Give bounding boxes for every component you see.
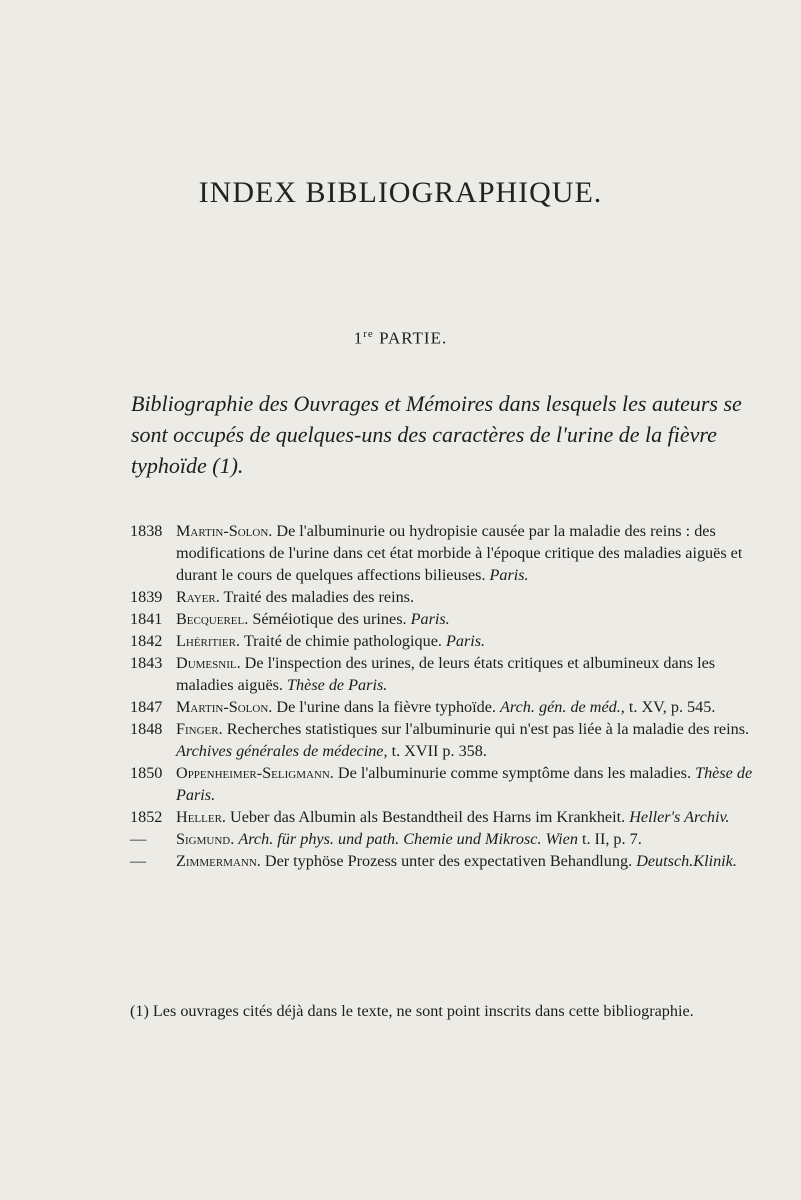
entry-year: 1838 <box>130 522 163 540</box>
entry-year: 1839 <box>130 588 163 606</box>
section-subtitle: Bibliographie des Ouvrages et Mémoires dans lesquels les auteurs se sont occupés de quelques-uns des caractères de l'urine de la fièvre typhoïde (1). <box>131 391 742 478</box>
entry-year: — <box>130 852 147 870</box>
entry-year: — <box>130 830 147 848</box>
bibliography-entry <box>130 586 770 608</box>
entry-year: 1841 <box>130 610 163 628</box>
part-suffix: re <box>363 328 374 340</box>
entry-source: Archives générales de médecine, <box>176 742 388 760</box>
entry-author: Finger. <box>176 720 223 738</box>
bibliography-entry <box>130 806 770 828</box>
entry-year: 1842 <box>130 632 163 650</box>
bibliography-list <box>130 520 770 872</box>
entry-reference: t. XV, p. 545. <box>628 698 716 716</box>
entry-source: Paris. <box>489 566 529 584</box>
bibliography-entry <box>130 718 770 762</box>
entry-year: 1843 <box>130 654 163 672</box>
part-heading <box>0 328 801 349</box>
entry-author: Rayer. <box>176 588 220 606</box>
bibliography-entry <box>130 608 770 630</box>
entry-reference: t. XVII p. 358. <box>391 742 487 760</box>
entry-author: Martin-Solon. <box>176 522 273 540</box>
bibliography-entry <box>130 652 770 696</box>
entry-text: Séméiotique des urines. <box>252 610 407 628</box>
entry-source: Thèse de Paris. <box>287 676 388 694</box>
bibliography-entry <box>130 828 770 850</box>
page-title: INDEX BIBLIOGRAPHIQUE. <box>198 176 603 209</box>
entry-year: 1847 <box>130 698 163 716</box>
part-number: 1 <box>353 328 364 348</box>
entry-text: Traité des maladies des reins. <box>223 588 415 606</box>
entry-source: Thèse de Paris. <box>176 764 753 804</box>
bibliography-entry <box>130 520 770 586</box>
entry-reference: t. II, p. 7. <box>581 830 642 848</box>
entry-source: Arch. gén. de méd., <box>500 698 625 716</box>
entry-author: Martin-Solon. <box>176 698 273 716</box>
entry-author: Zimmermann. <box>176 852 261 870</box>
entry-text: De l'urine dans la fièvre typhoïde. <box>276 698 496 716</box>
entry-source: Paris. <box>445 632 486 650</box>
entry-text: De l'albuminurie comme symptôme dans les maladies. <box>337 764 692 782</box>
entry-author: Sigmund. <box>176 830 235 848</box>
entry-source: Arch. für phys. und path. Chemie und Mikrosc. Wien <box>238 830 578 848</box>
part-label: PARTIE. <box>379 328 448 348</box>
entry-author: Becquerel. <box>176 610 249 628</box>
entry-year: 1850 <box>130 764 163 782</box>
entry-source: Deutsch.Klinik. <box>636 852 737 870</box>
bibliography-entry <box>130 630 770 652</box>
entry-text: Ueber das Albumin als Bestandtheil des Harns im Krankheit. <box>230 808 626 826</box>
entry-author: Heller. <box>176 808 226 826</box>
entry-text: De l'albuminurie ou hydropisie causée par la maladie des reins : des modifications de l'urine dans cet état morbide à l'époque critique des maladies aiguës et durant le cours de quelques affections bilieuses. <box>176 522 743 584</box>
entry-text: Der typhöse Prozess unter des expectativen Behandlung. <box>264 852 633 870</box>
bibliography-entry <box>130 696 770 718</box>
entry-author: Oppenheimer-Seligmann. <box>176 764 334 782</box>
entry-author: Dumesnil. <box>176 654 241 672</box>
entry-text: De l'inspection des urines, de leurs états critiques et albumineux dans les maladies aiguës. <box>176 654 716 694</box>
bibliography-entry <box>130 762 770 806</box>
entry-source: Paris. <box>410 610 450 628</box>
entry-source: Heller's Archiv. <box>629 808 730 826</box>
footnote: (1) Les ouvrages cités déjà dans le texte, ne sont point inscrits dans cette bibliographie. <box>130 1002 694 1020</box>
entry-text: Traité de chimie pathologique. <box>243 632 442 650</box>
entry-year: 1848 <box>130 720 163 738</box>
entry-text: Recherches statistiques sur l'albuminurie qui n'est pas liée à la maladie des reins. <box>226 720 750 738</box>
bibliography-entry <box>130 850 770 872</box>
entry-year: 1852 <box>130 808 163 826</box>
entry-author: Lhéritier. <box>176 632 241 650</box>
